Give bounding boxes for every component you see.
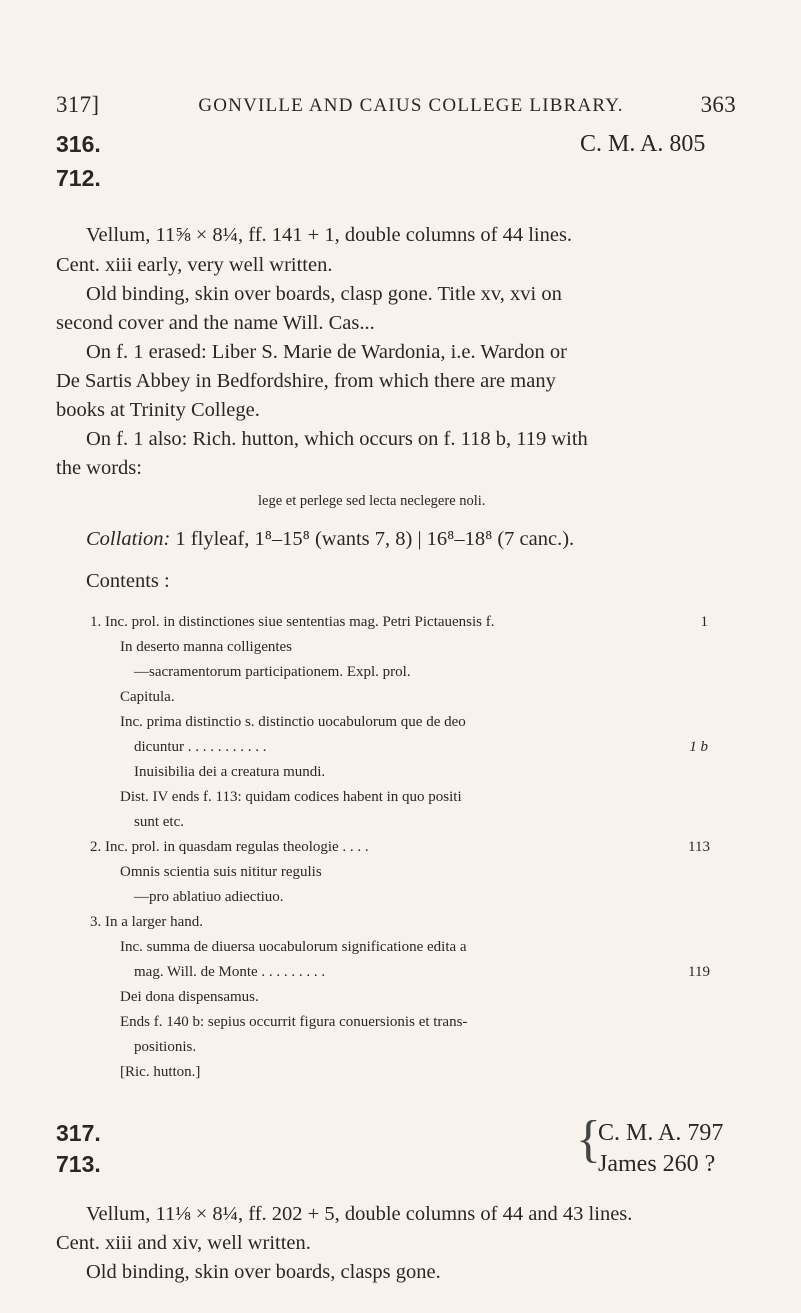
running-title: GONVILLE AND CAIUS COLLEGE LIBRARY. xyxy=(198,95,624,116)
shelfmark: C. M. A. 797 xyxy=(598,1120,724,1146)
folio-ref: 1 xyxy=(700,614,708,630)
contents-item: Omnis scientia suis nititur regulis xyxy=(120,864,322,880)
description-line: On f. 1 erased: Liber S. Marie de Wardonia, i.e. Wardon or xyxy=(86,341,567,363)
entry-number: 316. xyxy=(56,131,101,157)
description-line: De Sartis Abbey in Bedfordshire, from which there are many xyxy=(56,370,556,392)
description-line: Vellum, 11⅛ × 8¼, ff. 202 + 5, double columns of 44 and 43 lines. xyxy=(86,1203,633,1225)
contents-text: dicuntur . . . . . . . . . . . xyxy=(134,739,267,755)
contents-item: 3. In a larger hand. xyxy=(90,914,204,930)
contents-item: —pro ablatiuo adiectiuo. xyxy=(134,889,284,905)
description-line: Old binding, skin over boards, clasps gone. xyxy=(86,1261,441,1283)
shelfmark-secondary: James 260 ? xyxy=(598,1151,716,1177)
collation-label: Collation: xyxy=(86,528,171,550)
contents-text: 1. Inc. prol. in distinctiones siue sententias mag. Petri Pictauensis f. xyxy=(90,614,495,630)
entry-number-secondary: 713. xyxy=(56,1151,101,1177)
contents-item: Capitula. xyxy=(120,689,175,705)
contents-item xyxy=(134,964,720,981)
description-line: Cent. xiii early, very well written. xyxy=(56,254,333,276)
collation-line xyxy=(86,528,574,551)
contents-item: Ends f. 140 b: sepius occurrit figura conuersionis et trans- xyxy=(120,1014,468,1030)
contents-item: sunt etc. xyxy=(134,814,184,830)
description-line: books at Trinity College. xyxy=(56,399,260,421)
folio-ref: 113 xyxy=(688,839,710,855)
contents-item: positionis. xyxy=(134,1039,197,1055)
contents-item xyxy=(90,614,720,631)
motto-line: lege et perlege sed lecta neclegere noli. xyxy=(258,493,486,509)
contents-item: —sacramentorum participationem. Expl. prol. xyxy=(134,664,411,680)
brace-mark: { xyxy=(576,1111,601,1168)
contents-item: Inuisibilia dei a creatura mundi. xyxy=(134,764,326,780)
description-line: the words: xyxy=(56,457,142,479)
description-line: On f. 1 also: Rich. hutton, which occurs on f. 118 b, 119 with xyxy=(86,428,588,450)
contents-text: mag. Will. de Monte . . . . . . . . . xyxy=(134,964,326,980)
description-line: Vellum, 11⅝ × 8¼, ff. 141 + 1, double columns of 44 lines. xyxy=(86,224,573,246)
contents-item xyxy=(90,839,720,856)
contents-text: 2. Inc. prol. in quasdam regulas theologie . . . . xyxy=(90,839,369,855)
description-line: Cent. xiii and xiv, well written. xyxy=(56,1232,311,1254)
folio-ref: 119 xyxy=(688,964,710,980)
contents-item: In deserto manna colligentes xyxy=(120,639,293,655)
description-line: Old binding, skin over boards, clasp gone. Title xv, xvi on xyxy=(86,283,562,305)
contents-item: Inc. summa de diuersa uocabulorum significatione edita a xyxy=(120,939,467,955)
contents-heading: Contents : xyxy=(86,570,170,592)
contents-item: Dist. IV ends f. 113: quidam codices habent in quo positi xyxy=(120,789,462,805)
description-line: second cover and the name Will. Cas... xyxy=(56,312,375,334)
entry-number: 317. xyxy=(56,1120,101,1146)
page-number-left: 317] xyxy=(56,92,100,117)
folio-ref: 1 b xyxy=(689,739,708,755)
page-number-right: 363 xyxy=(700,92,736,117)
contents-item xyxy=(134,739,720,756)
contents-item: Inc. prima distinctio s. distinctio uocabulorum que de deo xyxy=(120,714,466,730)
shelfmark: C. M. A. 805 xyxy=(580,131,706,157)
contents-item: Dei dona dispensamus. xyxy=(120,989,259,1005)
collation-text: 1 flyleaf, 1⁸–15⁸ (wants 7, 8) | 16⁸–18⁸ (7 canc.). xyxy=(175,528,575,550)
contents-item: [Ric. hutton.] xyxy=(120,1064,201,1080)
entry-number-secondary: 712. xyxy=(56,165,101,191)
